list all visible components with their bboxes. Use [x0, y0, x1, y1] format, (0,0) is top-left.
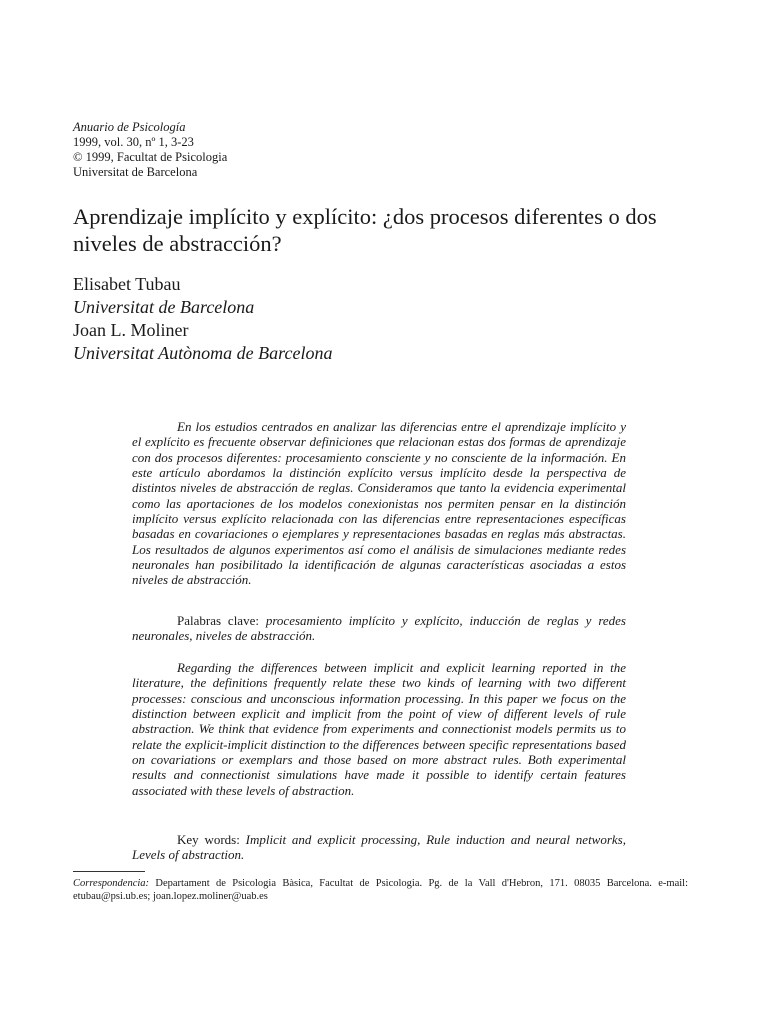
journal-name: Anuario de Psicología [73, 120, 186, 134]
journal-volume: 1999, vol. 30, nº 1, 3-23 [73, 135, 194, 149]
abstract-spanish-text: En los estudios centrados en analizar las diferencias entre el aprendizaje implícito y el explícito es frecuente observar definiciones que relacionan estas dos formas de aprendizaje con dos procesos diferentes: procesamiento consciente y no consciente de la información. En este artículo abordamos la distinción explícito versus implícito desde la perspectiva de distintos niveles de abstracción de reglas. Consideramos que tanto la evidencia experimental como las aportaciones de los modelos conexionistas nos permiten pensar en la distinción implícito versus explícito relacionada con las diferencias entre representaciones específicas basadas en covariaciones o ejemplares y representaciones basadas en reglas más abstractas. Los resultados de algunos experimentos así como el análisis de simulaciones mediante redes neuronales han posibilitado la identificación de algunas características asociadas a estos niveles de abstracción. [132, 419, 626, 588]
article-title: Aprendizaje implícito y explícito: ¿dos procesos diferentes o dos niveles de abstracción? [73, 204, 657, 256]
correspondence-footnote [73, 877, 688, 903]
author-affiliation: Universitat Autònoma de Barcelona [73, 343, 333, 363]
keywords-english [132, 832, 626, 863]
author-name: Elisabet Tubau [73, 274, 181, 294]
abstract-english-text: Regarding the differences between implicit and explicit learning reported in the literature, the definitions frequently relate these two kinds of learning with two different processes: conscious and unconscious information processing. In this paper we focus on the distinction between explicit and implicit from the point of view of different levels of rule abstraction. We think that evidence from experiments and connectionist models permits us to relate the explicit-implicit distinction to the differences between specific representations based on covariations or exemplars and those based on more abstract rules. Both experimental results and connectionist simulations have made it possible to identify certain features associated with these levels of abstraction. [132, 660, 626, 798]
abstract-english [132, 660, 626, 798]
keywords-spanish [132, 613, 626, 644]
abstract-spanish [132, 419, 626, 588]
author-affiliation: Universitat de Barcelona [73, 297, 255, 317]
correspondence-label: Correspondencia: [73, 878, 150, 889]
keywords-english-label: Key words: [177, 832, 240, 847]
correspondence-text: Departament de Psicologia Bàsica, Facultat de Psicologia. Pg. de la Vall d'Hebron, 171. 08035 Barcelona. e-mail: etubau@psi.ub.es; joan.lopez.moliner@uab.es [73, 878, 688, 902]
keywords-spanish-text: procesamiento implícito y explícito, inducción de reglas y redes neuronales, niveles de abstracción. [132, 613, 626, 644]
author-list [73, 273, 332, 365]
footnote-divider [73, 871, 145, 872]
keywords-english-text: Implicit and explicit processing, Rule induction and neural networks, Levels of abstraction. [132, 832, 626, 863]
journal-header [73, 120, 227, 180]
journal-copyright: © 1999, Facultat de Psicologia [73, 150, 228, 164]
keywords-spanish-label: Palabras clave: [177, 613, 259, 628]
author-name: Joan L. Moliner [73, 320, 189, 340]
journal-university: Universitat de Barcelona [73, 165, 198, 179]
